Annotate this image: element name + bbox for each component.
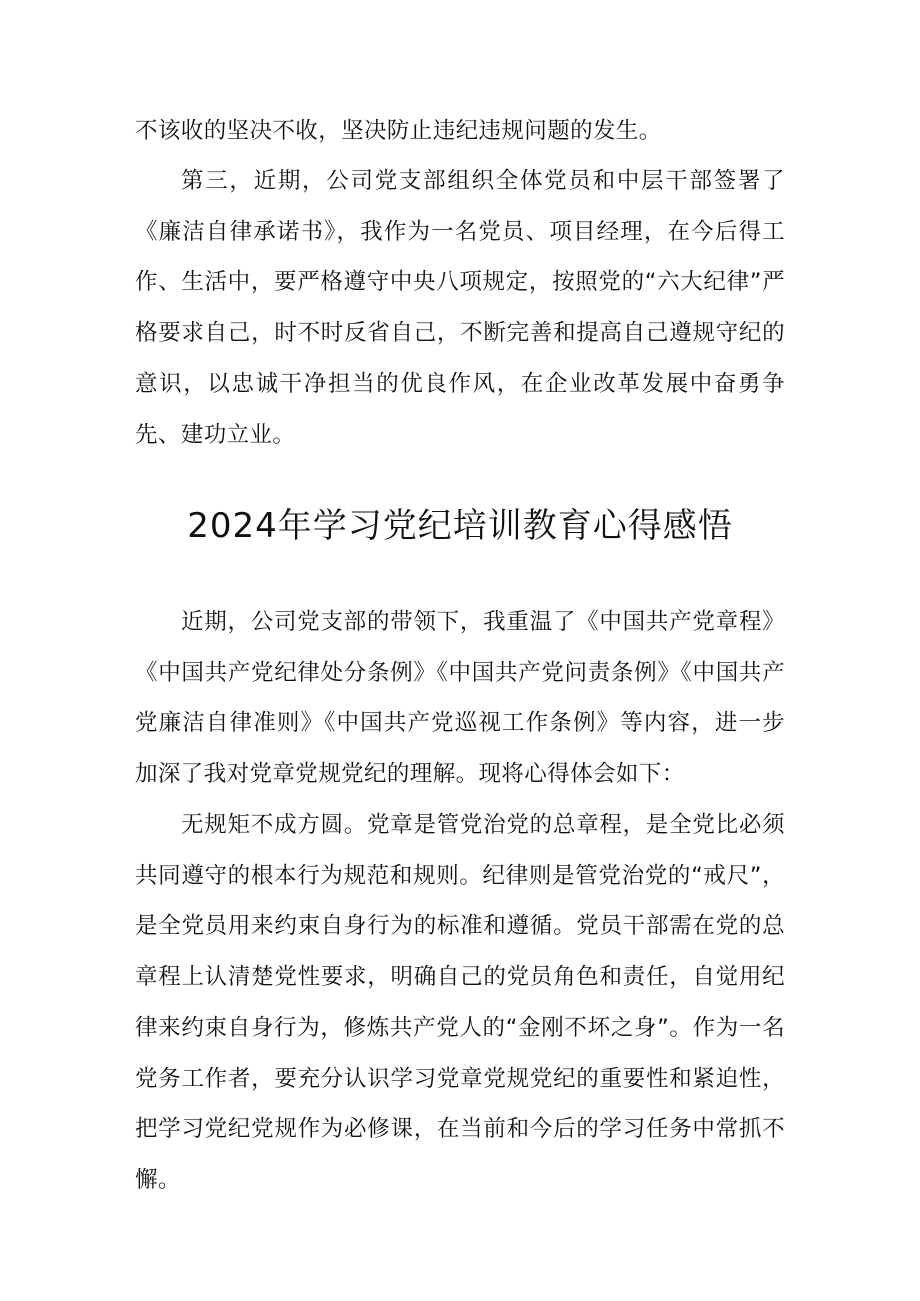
paragraph-intro: 近期，公司党支部的带领下，我重温了《中国共产党章程》《中国共产党纪律处分条例》《中国共产党问责条例》《中国共产党廉洁自律准则》《中国共产党巡视工作条例》等内容，进一步加深了我对党章党规党纪的理解。现将心得体会如下：	[135, 609, 785, 788]
document-title: 2024年学习党纪培训教育心得感悟	[187, 506, 733, 546]
paragraph-rules: 无规矩不成方圆。党章是管党治党的总章程，是全党比必须共同遵守的根本行为规范和规则。纪律则是管党治党的“戒尺”，是全党员用来约束自身行为的标准和遵循。党员干部需在党的总章程上认清楚党性要求，明确自己的党员角色和责任，自觉用纪律来约束自身行为，修炼共产党人的“金刚不坏之身”。作为一名党务工作者，要充分认识学习党章党规党纪的重要性和紧迫性，把学习党纪党规作为必修课，在当前和今后的学习任务中常抓不懈。	[135, 812, 785, 1193]
paragraph-third-point: 第三，近期，公司党支部组织全体党员和中层干部签署了《廉洁自律承诺书》，我作为一名党员、项目经理，在今后得工作、生活中，要严格遵守中央八项规定，按照党的“六大纪律”严格要求自己，时不时反省自己，不断完善和提高自己遵规守纪的意识，以忠诚干净担当的优良作风，在企业改革发展中奋勇争先、建功立业。	[135, 168, 785, 448]
paragraph-continuation: 不该收的坚决不收，坚决防止违纪违规问题的发生。	[135, 118, 662, 144]
